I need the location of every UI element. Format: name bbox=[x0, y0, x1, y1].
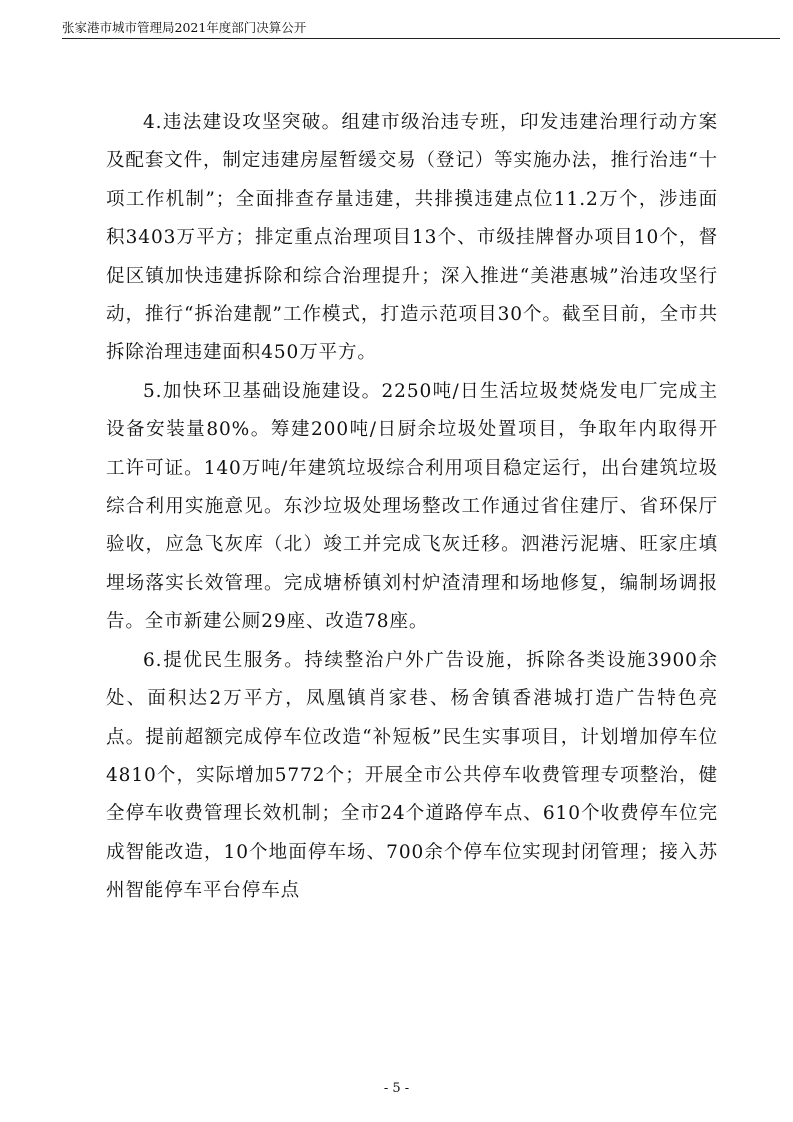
page-header: 张家港市城市管理局2021年度部门决算公开 bbox=[62, 20, 307, 35]
header-divider bbox=[62, 38, 780, 39]
paragraph-public-services: 6.提优民生服务。持续整治户外广告设施，拆除各类设施3900余处、面积达2万平方，凤凰镇肖家巷、杨舍镇香港城打造广告特色亮点。提前超额完成停车位改造“补短板”民生实事项目，计划增加停车位4810个，实际增加5772个；开展全市公共停车收费管理专项整治，健全停车收费管理长效机制；全市24个道路停车点、610个收费停车位完成智能改造，10个地面停车场、700余个停车位实现封闭管理；接入苏州智能停车平台停车点 bbox=[106, 649, 718, 902]
paragraph-illegal-construction: 4.违法建设攻坚突破。组建市级治违专班，印发违建治理行动方案及配套文件，制定违建房屋暂缓交易（登记）等实施办法，推行治违“十项工作机制”；全面排查存量违建，共排摸违建点位11.2万个，涉违面积3403万平方；排定重点治理项目13个、市级挂牌督办项目10个，督促区镇加快违建拆除和综合治理提升；深入推进“美港惠城”治违攻坚行动，推行“拆治建靓”工作模式，打造示范项目30个。截至目前，全市共拆除治理违建面积450万平方。 bbox=[106, 112, 718, 364]
page-number: - 5 - bbox=[383, 1081, 410, 1096]
paragraph-sanitation-infrastructure: 5.加快环卫基础设施建设。2250吨/日生活垃圾焚烧发电厂完成主设备安装量80%。筹建200吨/日厨余垃圾处置项目，争取年内取得开工许可证。140万吨/年建筑垃圾综合利用项目稳定运行，出台建筑垃圾综合利用实施意见。东沙垃圾处理场整改工作通过省住建厅、省环保厅验收，应急飞灰库（北）竣工并完成飞灰迁移。泗港污泥塘、旺家庄填埋场落实长效管理。完成塘桥镇刘村炉渣清理和场地修复，编制场调报告。全市新建公厕29座、改造78座。 bbox=[106, 380, 718, 633]
document-body bbox=[106, 104, 718, 911]
